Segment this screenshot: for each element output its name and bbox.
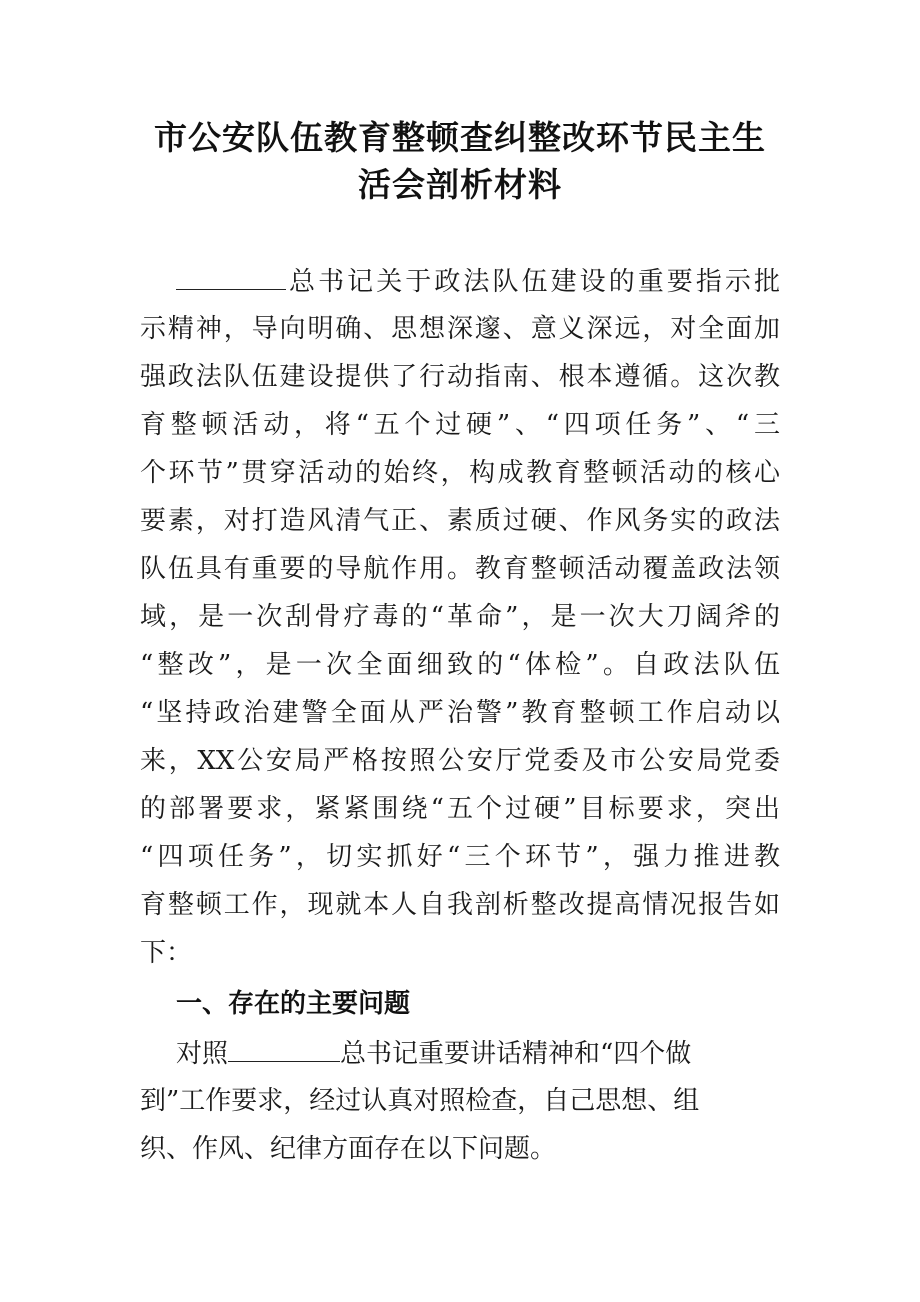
intro-line-13: “四项任务”，切实抓好“三个环节”，强力推进教 [140, 842, 780, 872]
document-title-line-2: 活会剖析材料 [358, 165, 562, 204]
intro-line-11: 来，XX公安局严格按照公安厅党委及市公安局党委 [140, 746, 780, 776]
intro-line-5: 个环节”贯穿活动的始终，构成教育整顿活动的核心 [140, 458, 780, 488]
section1-line-1-prefix: 对照 [176, 1039, 229, 1069]
intro-line-15: 下： [140, 938, 193, 968]
intro-line-2: 示精神，导向明确、思想深邃、意义深远，对全面加 [140, 314, 780, 344]
intro-line-14: 育整顿工作，现就本人自我剖析整改提高情况报告如 [140, 890, 780, 920]
intro-line-6: 要素，对打造风清气正、素质过硬、作风务实的政法 [140, 506, 780, 536]
intro-line-4: 育整顿活动，将“五个过硬”、“四项任务”、“三 [140, 410, 780, 440]
intro-line-1-text: 总书记关于政法队伍建设的重要指示批 [286, 267, 780, 297]
intro-line-8: 域，是一次刮骨疗毒的“革命”，是一次大刀阔斧的 [140, 602, 780, 632]
section1-line-3: 织、作风、纪律方面存在以下问题。 [140, 1134, 557, 1164]
section1-line-1 [176, 1033, 780, 1073]
intro-line-7: 队伍具有重要的导航作用。教育整顿活动覆盖政法领 [140, 554, 780, 584]
blank-underline [228, 1033, 340, 1062]
section1-line-2: 到”工作要求，经过认真对照检查，自己思想、组 [140, 1086, 700, 1116]
intro-line-9: “整改”，是一次全面细致的“体检”。自政法队伍 [140, 650, 780, 680]
intro-line-3: 强政法队伍建设提供了行动指南、根本遵循。这次教 [140, 362, 780, 392]
intro-line-1 [176, 261, 780, 301]
intro-line-12: 的部署要求，紧紧围绕“五个过硬”目标要求，突出 [140, 794, 780, 824]
document-title-line-1: 市公安队伍教育整顿查纠整改环节民主生 [154, 118, 766, 157]
section-heading-1: 一、存在的主要问题 [176, 989, 411, 1019]
blank-underline [176, 261, 286, 290]
section1-line-1-suffix: 总书记重要讲话精神和“四个做 [340, 1039, 692, 1069]
intro-line-10: “坚持政治建警全面从严治警”教育整顿工作启动以 [140, 698, 780, 728]
